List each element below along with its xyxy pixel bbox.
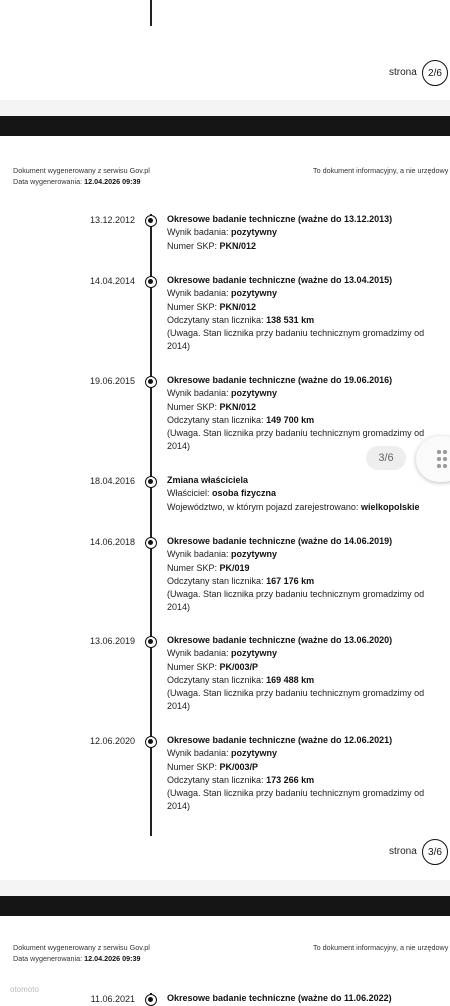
entry-note: (Uwaga. Stan licznika przy badaniu technicznym gromadzimy od 2014): [167, 328, 425, 352]
entry-odometer: Odczytany stan licznika: 138 531 km: [167, 314, 315, 325]
entry-title: Okresowe badanie techniczne (ważne do 13.04.2015): [167, 275, 393, 285]
generated-date-line: [13, 953, 150, 964]
generated-date-line: [13, 176, 150, 187]
entry-title: Okresowe badanie techniczne (ważne do 13.12.2013): [167, 214, 393, 224]
generated-source: Dokument wygenerowany z serwisu Gov.pl: [13, 166, 150, 175]
timeline-dot-icon: [145, 636, 157, 648]
entry-1: [167, 274, 437, 354]
entry-skp: Numer SKP: PK/003/P: [167, 761, 259, 772]
entry-result: Wynik badania: pozytywny: [167, 549, 277, 560]
generated-date-value: 12.04.2026 09:39: [84, 954, 141, 963]
entry-owner: Właściciel: osoba fizyczna: [167, 488, 277, 499]
entry-6: [167, 734, 437, 814]
timeline-dot-icon: [145, 276, 157, 288]
entry-2: [167, 374, 437, 454]
entry-next-peek: [167, 992, 437, 1005]
generated-date-label: Data wygenerowania:: [13, 177, 83, 186]
entry-title: Zmiana właściciela: [167, 475, 249, 485]
entry-date-next: 11.06.2021: [90, 994, 135, 1004]
doc-disclaimer-next: To dokument informacyjny, a nie urzędowy: [313, 943, 449, 952]
entry-date: 13.12.2012: [89, 215, 135, 225]
entry-note: (Uwaga. Stan licznika przy badaniu technicznym gromadzimy od 2014): [167, 788, 425, 812]
timeline-dot-icon: [145, 215, 157, 227]
generated-source: Dokument wygenerowany z serwisu Gov.pl: [13, 943, 150, 952]
timeline-line-prev: [150, 0, 152, 26]
page-separator: [0, 896, 450, 916]
entry-date: 18.04.2016: [89, 476, 135, 486]
page-word-prev: strona: [389, 67, 417, 78]
entry-4: [167, 535, 437, 615]
entry-note: (Uwaga. Stan licznika przy badaniu technicznym gromadzimy od 2014): [167, 589, 425, 613]
doc-disclaimer: To dokument informacyjny, a nie urzędowy: [313, 166, 449, 175]
page-gap: [0, 880, 450, 896]
entry-title: Okresowe badanie techniczne (ważne do 11.06.2022): [167, 993, 392, 1003]
watermark: otomoto: [10, 985, 39, 994]
entry-odometer: Odczytany stan licznika: 167 176 km: [167, 575, 315, 586]
entry-title: Okresowe badanie techniczne (ważne do 14.06.2019): [167, 536, 393, 546]
entry-odometer: Odczytany stan licznika: 173 266 km: [167, 774, 315, 785]
entry-note: (Uwaga. Stan licznika przy badaniu technicznym gromadzimy od 2014): [167, 428, 425, 452]
entry-result: Wynik badania: pozytywny: [167, 288, 277, 299]
timeline-dot-icon: [145, 376, 157, 388]
entry-0: [167, 213, 437, 253]
entry-skp: Numer SKP: PK/003/P: [167, 661, 259, 672]
entry-skp: Numer SKP: PKN/012: [167, 240, 257, 251]
generated-date-value: 12.04.2026 09:39: [84, 177, 141, 186]
entry-title: Okresowe badanie techniczne (ważne do 19.06.2016): [167, 375, 393, 385]
entry-result: Wynik badania: pozytywny: [167, 748, 277, 759]
entry-date: 14.04.2014: [89, 276, 135, 286]
entry-date: 12.06.2020: [89, 736, 135, 746]
timeline-dot-icon: [145, 537, 157, 549]
entry-date: 14.06.2018: [89, 537, 135, 547]
entry-skp: Numer SKP: PKN/012: [167, 401, 257, 412]
timeline-dot-icon: [145, 994, 157, 1006]
timeline-dot-icon: [145, 476, 157, 488]
entry-odometer: Odczytany stan licznika: 169 488 km: [167, 674, 315, 685]
timeline-dot-icon: [145, 736, 157, 748]
generated-date-label: Data wygenerowania:: [13, 954, 83, 963]
doc-header-left-next: [13, 942, 150, 964]
entry-skp: Numer SKP: PKN/012: [167, 301, 257, 312]
entry-date: 19.06.2015: [89, 376, 135, 386]
page-separator: [0, 116, 450, 136]
entry-odometer: Odczytany stan licznika: 149 700 km: [167, 414, 315, 425]
doc-header-left: [13, 165, 150, 187]
entry-result: Wynik badania: pozytywny: [167, 227, 277, 238]
page-indicator-prev: 2/6: [422, 60, 448, 86]
entry-5: [167, 634, 437, 714]
entry-note: (Uwaga. Stan licznika przy badaniu technicznym gromadzimy od 2014): [167, 688, 425, 712]
page-chip[interactable]: 3/6: [366, 446, 406, 470]
entry-result: Wynik badania: pozytywny: [167, 388, 277, 399]
page-word: strona: [389, 846, 417, 857]
entry-voivodeship: Województwo, w którym pojazd zarejestrowano: wielkopolskie: [167, 501, 420, 512]
page-gap: [0, 100, 450, 116]
page-indicator: 3/6: [422, 839, 448, 865]
entry-title: Okresowe badanie techniczne (ważne do 12.06.2021): [167, 735, 393, 745]
entry-result: Wynik badania: pozytywny: [167, 648, 277, 659]
entry-skp: Numer SKP: PK/019: [167, 562, 250, 573]
entry-3: [167, 474, 437, 514]
entry-title: Okresowe badanie techniczne (ważne do 13.06.2020): [167, 635, 393, 645]
entry-date: 13.06.2019: [89, 636, 135, 646]
